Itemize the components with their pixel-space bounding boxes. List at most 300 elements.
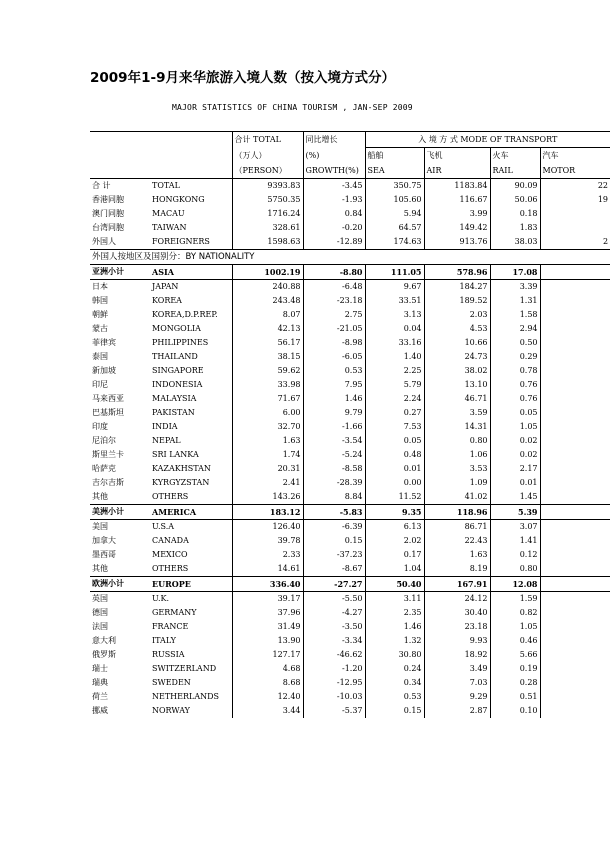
cell-air: 3.53 bbox=[424, 462, 490, 476]
cell-rail: 0.29 bbox=[490, 350, 540, 364]
table-row bbox=[90, 193, 610, 207]
table-row bbox=[90, 378, 610, 392]
table-row bbox=[90, 308, 610, 322]
cell-motor bbox=[540, 221, 610, 235]
cell-motor bbox=[540, 520, 610, 535]
cell-growth: 2.75 bbox=[303, 308, 365, 322]
row-label-en: INDIA bbox=[152, 422, 178, 431]
cell-motor: 2 bbox=[540, 235, 610, 250]
row-label-en: OTHERS bbox=[152, 564, 189, 573]
cell-rail: 0.18 bbox=[490, 207, 540, 221]
row-label-en: PHILIPPINES bbox=[152, 338, 209, 347]
row-label-cn: 合 计 bbox=[92, 181, 111, 190]
cell-motor bbox=[540, 378, 610, 392]
cell-growth: -28.39 bbox=[303, 476, 365, 490]
cell-growth: -6.39 bbox=[303, 520, 365, 535]
row-label-cn: 香港同胞 bbox=[92, 195, 124, 204]
row-label-en: GERMANY bbox=[152, 608, 197, 617]
cell-sea: 9.67 bbox=[365, 280, 424, 295]
row-label-en: ITALY bbox=[152, 636, 176, 645]
row-label-cn: 瑞典 bbox=[92, 678, 108, 687]
cell-air: 116.67 bbox=[424, 193, 490, 207]
header-sea-cn: 船舶 bbox=[365, 148, 424, 164]
row-label-cn: 德国 bbox=[92, 608, 108, 617]
table-row bbox=[90, 235, 610, 250]
row-label-cn: 菲律宾 bbox=[92, 338, 116, 347]
row-label-cn: 挪威 bbox=[92, 706, 108, 715]
cell-motor bbox=[540, 336, 610, 350]
cell-air: 184.27 bbox=[424, 280, 490, 295]
row-label-en: NORWAY bbox=[152, 706, 190, 715]
cell-motor: 22 bbox=[540, 179, 610, 194]
row-label-en: TAIWAN bbox=[152, 223, 187, 232]
cell-motor bbox=[540, 534, 610, 548]
table-row bbox=[90, 634, 610, 648]
cell-rail: 2.17 bbox=[490, 462, 540, 476]
row-label-en: NETHERLANDS bbox=[152, 692, 219, 701]
cell-rail: 0.78 bbox=[490, 364, 540, 378]
cell-total: 13.90 bbox=[232, 634, 303, 648]
cell-total: 4.68 bbox=[232, 662, 303, 676]
cell-total: 1.63 bbox=[232, 434, 303, 448]
row-label-cn: 巴基斯坦 bbox=[92, 408, 124, 417]
cell-growth: 0.53 bbox=[303, 364, 365, 378]
row-label-cn: 新加坡 bbox=[92, 366, 116, 375]
cell-growth: -12.95 bbox=[303, 676, 365, 690]
table-row bbox=[90, 364, 610, 378]
cell-rail: 0.02 bbox=[490, 448, 540, 462]
table-row bbox=[90, 620, 610, 634]
header-air-en: AIR bbox=[424, 163, 490, 179]
cell-rail: 1.45 bbox=[490, 490, 540, 505]
cell-air: 149.42 bbox=[424, 221, 490, 235]
cell-sea: 3.13 bbox=[365, 308, 424, 322]
cell-rail: 1.05 bbox=[490, 620, 540, 634]
row-label-cn: 马来西亚 bbox=[92, 394, 124, 403]
table-row bbox=[90, 562, 610, 577]
cell-air: 86.71 bbox=[424, 520, 490, 535]
cell-sea: 2.24 bbox=[365, 392, 424, 406]
row-label-en: MACAU bbox=[152, 209, 185, 218]
table-row bbox=[90, 336, 610, 350]
cell-rail: 0.28 bbox=[490, 676, 540, 690]
row-label-en: SWITZERLAND bbox=[152, 664, 217, 673]
header-total: 合计 TOTAL bbox=[232, 132, 303, 148]
cell-sea: 33.16 bbox=[365, 336, 424, 350]
cell-sea: 64.57 bbox=[365, 221, 424, 235]
subtotal-row-america bbox=[90, 505, 610, 520]
table-row bbox=[90, 221, 610, 235]
cell-growth: -6.48 bbox=[303, 280, 365, 295]
cell-rail: 0.46 bbox=[490, 634, 540, 648]
cell-motor bbox=[540, 634, 610, 648]
cell-total: 8.68 bbox=[232, 676, 303, 690]
table-row bbox=[90, 420, 610, 434]
row-label-cn: 哈萨克 bbox=[92, 464, 116, 473]
header-row-3 bbox=[90, 163, 610, 179]
cell-total: 243.48 bbox=[232, 294, 303, 308]
cell-motor bbox=[540, 662, 610, 676]
cell-motor bbox=[540, 406, 610, 420]
cell-sea: 33.51 bbox=[365, 294, 424, 308]
cell-motor bbox=[540, 592, 610, 607]
cell-motor bbox=[540, 505, 610, 520]
cell-rail: 1.05 bbox=[490, 420, 540, 434]
cell-sea: 30.80 bbox=[365, 648, 424, 662]
row-label-cn: 其他 bbox=[92, 492, 108, 501]
cell-total: 39.78 bbox=[232, 534, 303, 548]
cell-growth: 8.84 bbox=[303, 490, 365, 505]
cell-growth: -6.05 bbox=[303, 350, 365, 364]
table-row bbox=[90, 392, 610, 406]
cell-sea: 0.48 bbox=[365, 448, 424, 462]
cell-sea: 0.24 bbox=[365, 662, 424, 676]
cell-motor bbox=[540, 620, 610, 634]
cell-total: 59.62 bbox=[232, 364, 303, 378]
cell-total: 1002.19 bbox=[232, 265, 303, 280]
cell-air: 22.43 bbox=[424, 534, 490, 548]
cell-air: 13.10 bbox=[424, 378, 490, 392]
header-motor-cn: 汽车 bbox=[540, 148, 610, 164]
cell-air: 46.71 bbox=[424, 392, 490, 406]
cell-sea: 1.46 bbox=[365, 620, 424, 634]
cell-rail: 90.09 bbox=[490, 179, 540, 194]
cell-rail: 0.02 bbox=[490, 434, 540, 448]
cell-air: 10.66 bbox=[424, 336, 490, 350]
cell-air: 1.06 bbox=[424, 448, 490, 462]
cell-growth: 9.79 bbox=[303, 406, 365, 420]
cell-growth: -21.05 bbox=[303, 322, 365, 336]
cell-air: 18.92 bbox=[424, 648, 490, 662]
table-row bbox=[90, 207, 610, 221]
row-label-en: JAPAN bbox=[152, 282, 179, 291]
cell-sea: 0.15 bbox=[365, 704, 424, 718]
cell-growth: -5.83 bbox=[303, 505, 365, 520]
row-label-en: SINGAPORE bbox=[152, 366, 204, 375]
cell-growth: -3.50 bbox=[303, 620, 365, 634]
row-label-cn: 意大利 bbox=[92, 636, 116, 645]
cell-sea: 2.02 bbox=[365, 534, 424, 548]
table-row bbox=[90, 406, 610, 420]
cell-air: 3.59 bbox=[424, 406, 490, 420]
cell-rail: 0.51 bbox=[490, 690, 540, 704]
cell-sea: 0.34 bbox=[365, 676, 424, 690]
cell-total: 1.74 bbox=[232, 448, 303, 462]
table-row bbox=[90, 490, 610, 505]
cell-rail: 1.58 bbox=[490, 308, 540, 322]
table-row bbox=[90, 448, 610, 462]
cell-sea: 0.27 bbox=[365, 406, 424, 420]
row-label-cn: 印度 bbox=[92, 422, 108, 431]
cell-sea: 0.05 bbox=[365, 434, 424, 448]
cell-sea: 0.04 bbox=[365, 322, 424, 336]
table-row bbox=[90, 548, 610, 562]
header-growth-en: GROWTH(%) bbox=[303, 163, 365, 179]
cell-sea: 0.01 bbox=[365, 462, 424, 476]
cell-growth: -5.37 bbox=[303, 704, 365, 718]
cell-air: 9.29 bbox=[424, 690, 490, 704]
cell-total: 336.40 bbox=[232, 577, 303, 592]
cell-growth: -37.23 bbox=[303, 548, 365, 562]
cell-growth: -27.27 bbox=[303, 577, 365, 592]
cell-growth: -5.50 bbox=[303, 592, 365, 607]
table-row bbox=[90, 322, 610, 336]
row-label-cn: 荷兰 bbox=[92, 692, 108, 701]
cell-air: 3.99 bbox=[424, 207, 490, 221]
cell-total: 127.17 bbox=[232, 648, 303, 662]
header-growth-unit: (%) bbox=[303, 148, 365, 164]
cell-rail: 3.39 bbox=[490, 280, 540, 295]
cell-total: 9393.83 bbox=[232, 179, 303, 194]
row-label-en: FRANCE bbox=[152, 622, 189, 631]
cell-motor bbox=[540, 322, 610, 336]
header-rail-en: RAIL bbox=[490, 163, 540, 179]
table-row bbox=[90, 280, 610, 295]
cell-rail: 0.50 bbox=[490, 336, 540, 350]
row-label-cn: 澳门同胞 bbox=[92, 209, 124, 218]
cell-growth: -12.89 bbox=[303, 235, 365, 250]
cell-rail: 17.08 bbox=[490, 265, 540, 280]
cell-growth: -23.18 bbox=[303, 294, 365, 308]
row-label-en: OTHERS bbox=[152, 492, 189, 501]
cell-motor bbox=[540, 648, 610, 662]
cell-motor bbox=[540, 562, 610, 577]
cell-growth: -46.62 bbox=[303, 648, 365, 662]
header-total-unit: （万人） bbox=[232, 148, 303, 164]
row-label-en: KOREA,D.P.REP. bbox=[152, 310, 218, 319]
header-row-1 bbox=[90, 132, 610, 148]
cell-growth: -3.34 bbox=[303, 634, 365, 648]
cell-motor bbox=[540, 350, 610, 364]
row-label-cn: 斯里兰卡 bbox=[92, 450, 124, 459]
table-row bbox=[90, 592, 610, 607]
cell-rail: 0.05 bbox=[490, 406, 540, 420]
cell-rail: 1.83 bbox=[490, 221, 540, 235]
cell-total: 12.40 bbox=[232, 690, 303, 704]
table-row bbox=[90, 520, 610, 535]
cell-rail: 12.08 bbox=[490, 577, 540, 592]
cell-rail: 5.66 bbox=[490, 648, 540, 662]
row-label-cn: 加拿大 bbox=[92, 536, 116, 545]
nationality-heading: 外国人按地区及国别分：BY NATIONALITY bbox=[90, 250, 610, 265]
cell-motor bbox=[540, 676, 610, 690]
cell-sea: 1.32 bbox=[365, 634, 424, 648]
cell-total: 37.96 bbox=[232, 606, 303, 620]
cell-growth: -1.93 bbox=[303, 193, 365, 207]
subtotal-row-europe bbox=[90, 577, 610, 592]
row-label-cn: 法国 bbox=[92, 622, 108, 631]
table-row bbox=[90, 676, 610, 690]
row-label-cn: 美国 bbox=[92, 522, 108, 531]
cell-sea: 9.35 bbox=[365, 505, 424, 520]
cell-air: 167.91 bbox=[424, 577, 490, 592]
row-label-cn: 印尼 bbox=[92, 380, 108, 389]
cell-air: 2.03 bbox=[424, 308, 490, 322]
cell-rail: 1.59 bbox=[490, 592, 540, 607]
cell-sea: 6.13 bbox=[365, 520, 424, 535]
cell-sea: 50.40 bbox=[365, 577, 424, 592]
row-label-cn: 尼泊尔 bbox=[92, 436, 116, 445]
cell-air: 3.49 bbox=[424, 662, 490, 676]
cell-rail: 0.01 bbox=[490, 476, 540, 490]
cell-rail: 1.41 bbox=[490, 534, 540, 548]
cell-air: 1183.84 bbox=[424, 179, 490, 194]
cell-growth: -10.03 bbox=[303, 690, 365, 704]
cell-motor bbox=[540, 448, 610, 462]
cell-air: 8.19 bbox=[424, 562, 490, 577]
cell-growth: -0.20 bbox=[303, 221, 365, 235]
row-label-cn: 俄罗斯 bbox=[92, 650, 116, 659]
cell-motor: 19 bbox=[540, 193, 610, 207]
cell-sea: 1.40 bbox=[365, 350, 424, 364]
row-label-cn: 台湾同胞 bbox=[92, 223, 124, 232]
cell-motor bbox=[540, 294, 610, 308]
row-label-cn: 泰国 bbox=[92, 352, 108, 361]
cell-air: 38.02 bbox=[424, 364, 490, 378]
cell-motor bbox=[540, 462, 610, 476]
nationality-heading-row bbox=[90, 250, 610, 265]
cell-rail: 0.10 bbox=[490, 704, 540, 718]
cell-rail: 0.76 bbox=[490, 392, 540, 406]
cell-rail: 0.19 bbox=[490, 662, 540, 676]
cell-motor bbox=[540, 280, 610, 295]
cell-total: 33.98 bbox=[232, 378, 303, 392]
row-label-en: HONGKONG bbox=[152, 195, 205, 204]
cell-growth: -1.66 bbox=[303, 420, 365, 434]
cell-total: 20.31 bbox=[232, 462, 303, 476]
cell-total: 5750.35 bbox=[232, 193, 303, 207]
row-label-en: INDONESIA bbox=[152, 380, 203, 389]
cell-sea: 5.79 bbox=[365, 378, 424, 392]
cell-sea: 111.05 bbox=[365, 265, 424, 280]
table-row bbox=[90, 476, 610, 490]
cell-motor bbox=[540, 420, 610, 434]
cell-total: 14.61 bbox=[232, 562, 303, 577]
cell-growth: -8.58 bbox=[303, 462, 365, 476]
cell-air: 578.96 bbox=[424, 265, 490, 280]
cell-total: 42.13 bbox=[232, 322, 303, 336]
cell-growth: 1.46 bbox=[303, 392, 365, 406]
cell-sea: 5.94 bbox=[365, 207, 424, 221]
cell-total: 32.70 bbox=[232, 420, 303, 434]
cell-sea: 0.53 bbox=[365, 690, 424, 704]
cell-total: 1598.63 bbox=[232, 235, 303, 250]
cell-air: 41.02 bbox=[424, 490, 490, 505]
cell-air: 14.31 bbox=[424, 420, 490, 434]
cell-rail: 3.07 bbox=[490, 520, 540, 535]
table-row bbox=[90, 462, 610, 476]
cell-motor bbox=[540, 490, 610, 505]
cell-sea: 174.63 bbox=[365, 235, 424, 250]
cell-rail: 0.80 bbox=[490, 562, 540, 577]
cell-total: 56.17 bbox=[232, 336, 303, 350]
row-label-en: ASIA bbox=[150, 265, 232, 280]
row-label-cn: 日本 bbox=[92, 282, 108, 291]
header-total-person: （PERSON） bbox=[232, 163, 303, 179]
cell-sea: 2.25 bbox=[365, 364, 424, 378]
row-label-en: MONGOLIA bbox=[152, 324, 201, 333]
cell-motor bbox=[540, 308, 610, 322]
row-label-en: PAKISTAN bbox=[152, 408, 195, 417]
table-row bbox=[90, 534, 610, 548]
row-label-cn: 吉尔吉斯 bbox=[92, 478, 124, 487]
cell-air: 2.87 bbox=[424, 704, 490, 718]
row-label-cn: 亚洲小计 bbox=[90, 265, 150, 280]
row-label-cn: 英国 bbox=[92, 594, 108, 603]
cell-air: 118.96 bbox=[424, 505, 490, 520]
row-label-en: THAILAND bbox=[152, 352, 198, 361]
row-label-cn: 朝鲜 bbox=[92, 310, 108, 319]
cell-growth: -4.27 bbox=[303, 606, 365, 620]
cell-rail: 50.06 bbox=[490, 193, 540, 207]
cell-total: 143.26 bbox=[232, 490, 303, 505]
cell-sea: 1.04 bbox=[365, 562, 424, 577]
row-label-en: SWEDEN bbox=[152, 678, 191, 687]
cell-motor bbox=[540, 364, 610, 378]
cell-motor bbox=[540, 548, 610, 562]
cell-total: 8.07 bbox=[232, 308, 303, 322]
row-label-en: MALAYSIA bbox=[152, 394, 197, 403]
table-row bbox=[90, 606, 610, 620]
row-label-en: TOTAL bbox=[152, 181, 180, 190]
cell-air: 4.53 bbox=[424, 322, 490, 336]
table-row bbox=[90, 179, 610, 194]
cell-sea: 0.17 bbox=[365, 548, 424, 562]
cell-total: 2.41 bbox=[232, 476, 303, 490]
header-growth: 同比增长 bbox=[303, 132, 365, 148]
cell-rail: 0.12 bbox=[490, 548, 540, 562]
row-label-en: SRI LANKA bbox=[152, 450, 199, 459]
cell-growth: 0.84 bbox=[303, 207, 365, 221]
table-row bbox=[90, 434, 610, 448]
subtotal-row-asia bbox=[90, 265, 610, 280]
cell-total: 1716.24 bbox=[232, 207, 303, 221]
cell-rail: 2.94 bbox=[490, 322, 540, 336]
row-label-en: NEPAL bbox=[152, 436, 181, 445]
cell-growth: -1.20 bbox=[303, 662, 365, 676]
cell-motor bbox=[540, 606, 610, 620]
cell-total: 39.17 bbox=[232, 592, 303, 607]
header-mode-of-transport: 入 境 方 式 MODE OF TRANSPORT bbox=[365, 132, 610, 148]
table-row bbox=[90, 648, 610, 662]
row-label-cn: 欧洲小计 bbox=[90, 577, 150, 592]
cell-total: 31.49 bbox=[232, 620, 303, 634]
row-label-cn: 蒙古 bbox=[92, 324, 108, 333]
row-label-en: CANADA bbox=[152, 536, 189, 545]
cell-growth: -5.24 bbox=[303, 448, 365, 462]
cell-total: 3.44 bbox=[232, 704, 303, 718]
header-rail-cn: 火车 bbox=[490, 148, 540, 164]
row-label-cn: 韩国 bbox=[92, 296, 108, 305]
row-label-en: EUROPE bbox=[150, 577, 232, 592]
cell-sea: 105.60 bbox=[365, 193, 424, 207]
header-row-2 bbox=[90, 148, 610, 164]
row-label-en: KAZAKHSTAN bbox=[152, 464, 211, 473]
cell-air: 1.63 bbox=[424, 548, 490, 562]
table-row bbox=[90, 294, 610, 308]
cell-rail: 0.82 bbox=[490, 606, 540, 620]
cell-growth: -8.98 bbox=[303, 336, 365, 350]
cell-sea: 7.53 bbox=[365, 420, 424, 434]
cell-air: 9.93 bbox=[424, 634, 490, 648]
header-motor-en: MOTOR bbox=[540, 163, 610, 179]
table-row bbox=[90, 704, 610, 718]
cell-growth: 7.95 bbox=[303, 378, 365, 392]
cell-air: 1.09 bbox=[424, 476, 490, 490]
cell-motor bbox=[540, 577, 610, 592]
statistics-table-viewport bbox=[90, 131, 609, 718]
cell-air: 24.73 bbox=[424, 350, 490, 364]
